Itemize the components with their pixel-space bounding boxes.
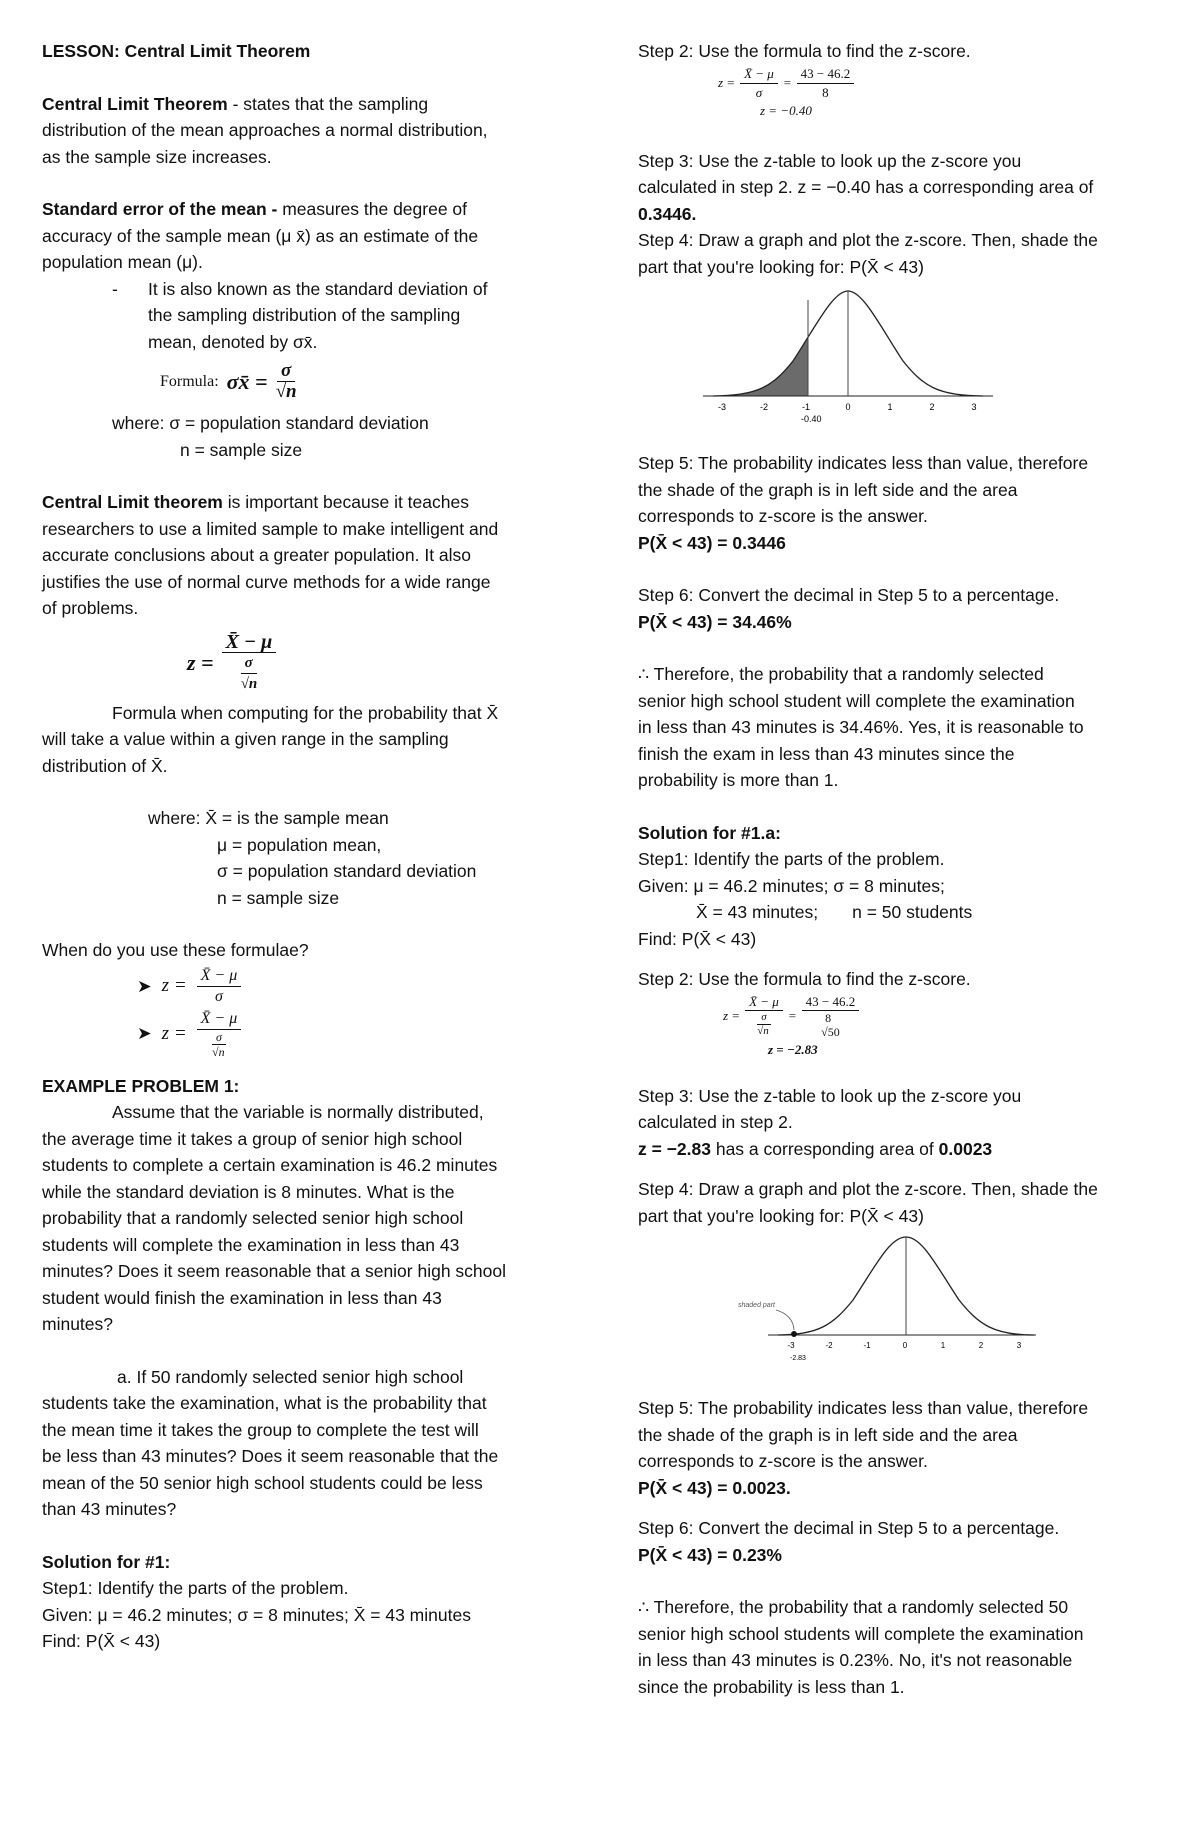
calc-result: z = −2.83: [768, 1041, 818, 1057]
calc-equals: =: [782, 75, 792, 90]
given-xbar: X̄ = 43 minutes;: [696, 902, 819, 922]
conclusion-line: since the probability is less than 1.: [638, 1676, 905, 1697]
tick-label: 0: [902, 1341, 908, 1350]
step3-line: Step 3: Use the z-table to look up the z-score you: [638, 1085, 1022, 1106]
calc-den2: [821, 1011, 840, 1039]
example-line: the average time it takes a group of senior high school: [42, 1128, 463, 1149]
step4-line: Step 4: Draw a graph and plot the z-score. Then, shade the: [638, 230, 1098, 250]
fraction-denominator: √n: [275, 381, 297, 402]
z-lhs: z =: [187, 649, 214, 675]
formula-item-2: [42, 1009, 582, 1059]
lesson-title: LESSON: Central Limit Theorem: [42, 41, 311, 61]
example-a-line: a. If 50 randomly selected senior high school: [117, 1366, 464, 1387]
calc-num: X̄ − μ: [745, 993, 783, 1011]
conclusion-line: senior high school student will complete the examination: [638, 690, 1075, 711]
example-line: minutes?: [42, 1314, 114, 1334]
step5-line: the shade of the graph is in left side and the area: [638, 479, 1018, 500]
solution1a-given-2: [638, 899, 1168, 926]
z-den-top: σ: [241, 653, 258, 674]
z-denominator: [241, 653, 258, 694]
formula-item-1: [42, 966, 582, 1007]
z-marker-dot: [791, 1331, 797, 1337]
step5-line: corresponds to z-score is the answer.: [638, 1451, 928, 1471]
formula-lhs: z =: [161, 975, 187, 996]
formula-desc-line: Formula when computing for the probability that X̄: [112, 702, 499, 723]
example-line: students will complete the examination in less than 43: [42, 1234, 460, 1255]
calc-z-label: z =: [718, 75, 736, 90]
calc-num2: 43 − 46.2: [802, 993, 860, 1011]
step6-answer: P(X̄ < 43) = 0.23%: [638, 1544, 782, 1565]
den-top: σ: [212, 1030, 226, 1045]
step4-line: part that you're looking for: P(X̄ < 43): [638, 256, 924, 277]
given-n: n = 50 students: [852, 902, 973, 922]
tick-labels: [718, 402, 977, 412]
clt-definition: Central Limit Theorem - states that the sampling: [42, 93, 429, 114]
clt-line: distribution of the mean approaches a normal distribution,: [42, 120, 488, 140]
z-marker-label: -0.40: [801, 414, 822, 424]
formula-desc-line: distribution of X̄.: [42, 755, 168, 776]
normal-curve-graph-2: [738, 1235, 1038, 1365]
se-formula: [42, 361, 582, 402]
tick-label: 1: [887, 402, 893, 412]
example-line: Assume that the variable is normally distributed,: [112, 1102, 484, 1122]
step6-line: Step 6: Convert the decimal in Step 5 to a percentage.: [638, 585, 1060, 605]
fraction-numerator: X̄ − μ: [197, 1009, 242, 1030]
step3-line: calculated in step 2.: [638, 1112, 793, 1132]
calc-result: z = −0.40: [760, 102, 812, 118]
z-fraction: [222, 632, 277, 694]
conclusion-line: probability is more than 1.: [638, 770, 839, 790]
fraction-numerator: σ: [277, 361, 295, 382]
step4-line: part that you're looking for: P(X̄ < 43): [638, 1205, 924, 1226]
solution1a-find: Find: P(X̄ < 43): [638, 928, 757, 949]
calc-equals: =: [787, 1007, 797, 1023]
step5-line: the shade of the graph is in left side and the area: [638, 1424, 1018, 1445]
calc-num2: 43 − 46.2: [797, 65, 855, 84]
when-question: When do you use these formulae?: [42, 940, 309, 960]
importance-line: researchers to use a limited sample to make intelligent and: [42, 518, 499, 539]
calc-fraction-1: [740, 65, 778, 102]
tick-label: -2: [759, 402, 769, 412]
step3-answer: [638, 1136, 1168, 1163]
tick-label: 2: [978, 1341, 984, 1350]
solution1a-calc: [638, 993, 1168, 1039]
tick-label: -2: [825, 1341, 833, 1350]
calc-den: σ: [755, 84, 763, 100]
where2-line: σ = population standard deviation: [217, 861, 477, 881]
den-bottom: √n: [211, 1044, 225, 1059]
tick-label: -3: [717, 402, 727, 412]
se-bullet-line: the sampling distribution of the sampling: [148, 305, 461, 325]
importance-text: Central Limit theorem is important because it teaches: [42, 492, 469, 512]
solution1-step2: Step 2: Use the formula to find the z-score.: [638, 41, 971, 61]
conclusion-line: in less than 43 minutes is 34.46%. Yes, it is reasonable to: [638, 717, 1084, 737]
where-line: where: σ = population standard deviation: [112, 413, 429, 433]
clt-term: Central Limit Theorem: [42, 93, 228, 114]
example-a-line: the mean time it takes the group to complete the test will: [42, 1419, 479, 1440]
annotation-label: shaded part: [738, 1302, 775, 1309]
example-a-line: students take the examination, what is the probability that: [42, 1393, 487, 1413]
step5-line: Step 5: The probability indicates less than value, therefore: [638, 1398, 1089, 1418]
where2-line: μ = population mean,: [217, 834, 382, 855]
calc-num: X̄ − μ: [740, 65, 778, 84]
step5-line: Step 5: The probability indicates less than value, therefore: [638, 453, 1089, 473]
example-line: probability that a randomly selected senior high school: [42, 1208, 464, 1228]
solution1a-given: Given: μ = 46.2 minutes; σ = 8 minutes;: [638, 875, 945, 896]
solution1-step1: Step1: Identify the parts of the problem.: [42, 1578, 349, 1598]
clt-line: as the sample size increases.: [42, 146, 272, 167]
step3-line: calculated in step 2. z = −0.40 has a corresponding area of: [638, 177, 1094, 197]
se-line: population mean (μ).: [42, 252, 203, 272]
step3-answer-value: 0.0023: [938, 1138, 993, 1159]
tick-label: -3: [787, 1341, 795, 1350]
tick-label: 3: [971, 402, 977, 412]
example-line: while the standard deviation is 8 minutes. What is the: [42, 1181, 455, 1202]
step6-line: Step 6: Convert the decimal in Step 5 to a percentage.: [638, 1518, 1060, 1538]
solution1a-step1: Step1: Identify the parts of the problem.: [638, 849, 945, 869]
se-term: Standard error of the mean -: [42, 199, 278, 219]
example-a-line: mean of the 50 senior high school students could be less: [42, 1472, 483, 1493]
example-title: EXAMPLE PROBLEM 1:: [42, 1075, 240, 1096]
fraction-numerator: X̄ − μ: [197, 966, 242, 987]
calc-den-bottom: √n: [757, 1025, 769, 1037]
tick-labels: [787, 1341, 1021, 1350]
example-a-line: be less than 43 minutes? Does it seem reasonable that the: [42, 1446, 499, 1466]
tick-label: 1: [940, 1341, 946, 1350]
step4-line: Step 4: Draw a graph and plot the z-score. Then, shade the: [638, 1179, 1098, 1199]
arrow-bullet-icon: ➤: [137, 975, 152, 996]
z-formula: [42, 632, 582, 694]
example-line: student would finish the examination in less than 43: [42, 1287, 442, 1308]
example-line: minutes? Does it seem reasonable that a senior high school: [42, 1261, 507, 1281]
z-numerator: X̄ − μ: [222, 632, 277, 653]
solution1-title: Solution for #1:: [42, 1551, 171, 1572]
tick-label: -1: [801, 402, 811, 412]
importance-line: accurate conclusions about a greater population. It also: [42, 545, 472, 565]
left-column: [42, 38, 582, 1655]
where2-line: where: X̄ = is the sample mean: [148, 808, 389, 828]
calc-den2-top: 8: [825, 1010, 832, 1025]
formula-label: Formula:: [160, 372, 219, 390]
calc-fraction-1: [745, 993, 783, 1038]
tick-label: -1: [863, 1341, 871, 1350]
solution1-calc: [638, 65, 1168, 102]
normal-curve-graph-1: [698, 286, 998, 426]
se-definition: [42, 196, 582, 223]
calc-den: [757, 1011, 770, 1038]
solution1-find: Find: P(X̄ < 43): [42, 1631, 161, 1651]
formula-fraction: [197, 1009, 242, 1059]
z-den-bottom: √n: [240, 675, 258, 692]
se-bullet-line: - It is also known as the standard deviation of: [42, 276, 582, 303]
step5-answer: P(X̄ < 43) = 0.3446: [638, 532, 786, 553]
se-line: measures the degree of: [277, 199, 468, 219]
where2-line: n = sample size: [217, 887, 340, 908]
step3-line: Step 3: Use the z-table to look up the z-score you: [638, 150, 1022, 171]
conclusion-line: in less than 43 minutes is 0.23%. No, it's not reasonable: [638, 1650, 1073, 1670]
tick-label: 2: [929, 402, 935, 412]
right-column: [638, 38, 1168, 1700]
step3-answer-text: has a corresponding area of: [710, 1138, 939, 1159]
importance-line: justifies the use of normal curve methods for a wide range: [42, 571, 491, 592]
example-a-line: than 43 minutes?: [42, 1499, 177, 1519]
step3-answer-z: z = −2.83: [638, 1138, 711, 1159]
calc-den-top: σ: [757, 1011, 770, 1025]
tick-label: 3: [1016, 1341, 1022, 1350]
annotation-arrow: [776, 1310, 794, 1330]
conclusion-line: ∴ Therefore, the probability that a randomly selected: [638, 664, 1044, 684]
fraction-denominator: σ: [215, 987, 223, 1005]
formula-fraction: [276, 361, 297, 402]
step5-answer: P(X̄ < 43) = 0.0023.: [638, 1477, 791, 1498]
conclusion-line: finish the exam in less than 43 minutes since the: [638, 743, 1015, 764]
importance-term: Central Limit theorem: [42, 492, 223, 512]
conclusion-line: ∴ Therefore, the probability that a randomly selected 50: [638, 1597, 1069, 1617]
step3-line: 0.3446.: [638, 203, 697, 224]
formula-fraction: [197, 966, 242, 1007]
se-line: accuracy of the sample mean (μ x̄) as an estimate of the: [42, 225, 479, 246]
calc-den2-bottom: √50: [821, 1024, 840, 1039]
calc-z-label: z =: [723, 1007, 741, 1023]
calc-den2: 8: [822, 84, 829, 100]
calc-fraction-2: [797, 65, 855, 102]
tick-label: 0: [845, 402, 851, 412]
where-line: n = sample size: [180, 439, 303, 460]
z-marker-label: -2.83: [790, 1355, 806, 1362]
solution1a-step2: Step 2: Use the formula to find the z-score.: [638, 969, 971, 989]
importance-line: of problems.: [42, 598, 139, 618]
formula-lhs: z =: [161, 1022, 187, 1044]
fraction-denominator: [212, 1030, 226, 1059]
example-line: students to complete a certain examination is 46.2 minutes: [42, 1155, 498, 1175]
formula-lhs: σx̄ =: [226, 368, 268, 394]
calc-fraction-2: [802, 993, 860, 1039]
solution1-given: Given: μ = 46.2 minutes; σ = 8 minutes; X̄ = 43 minutes: [42, 1604, 471, 1625]
solution1a-title: Solution for #1.a:: [638, 822, 781, 843]
se-bullet-line: mean, denoted by σx̄.: [148, 331, 318, 352]
formula-desc-line: will take a value within a given range in the sampling: [42, 729, 449, 749]
arrow-bullet-icon: ➤: [137, 1023, 152, 1043]
conclusion-line: senior high school students will complete the examination: [638, 1623, 1084, 1644]
step5-line: corresponds to z-score is the answer.: [638, 506, 928, 526]
step6-answer: P(X̄ < 43) = 34.46%: [638, 611, 792, 632]
